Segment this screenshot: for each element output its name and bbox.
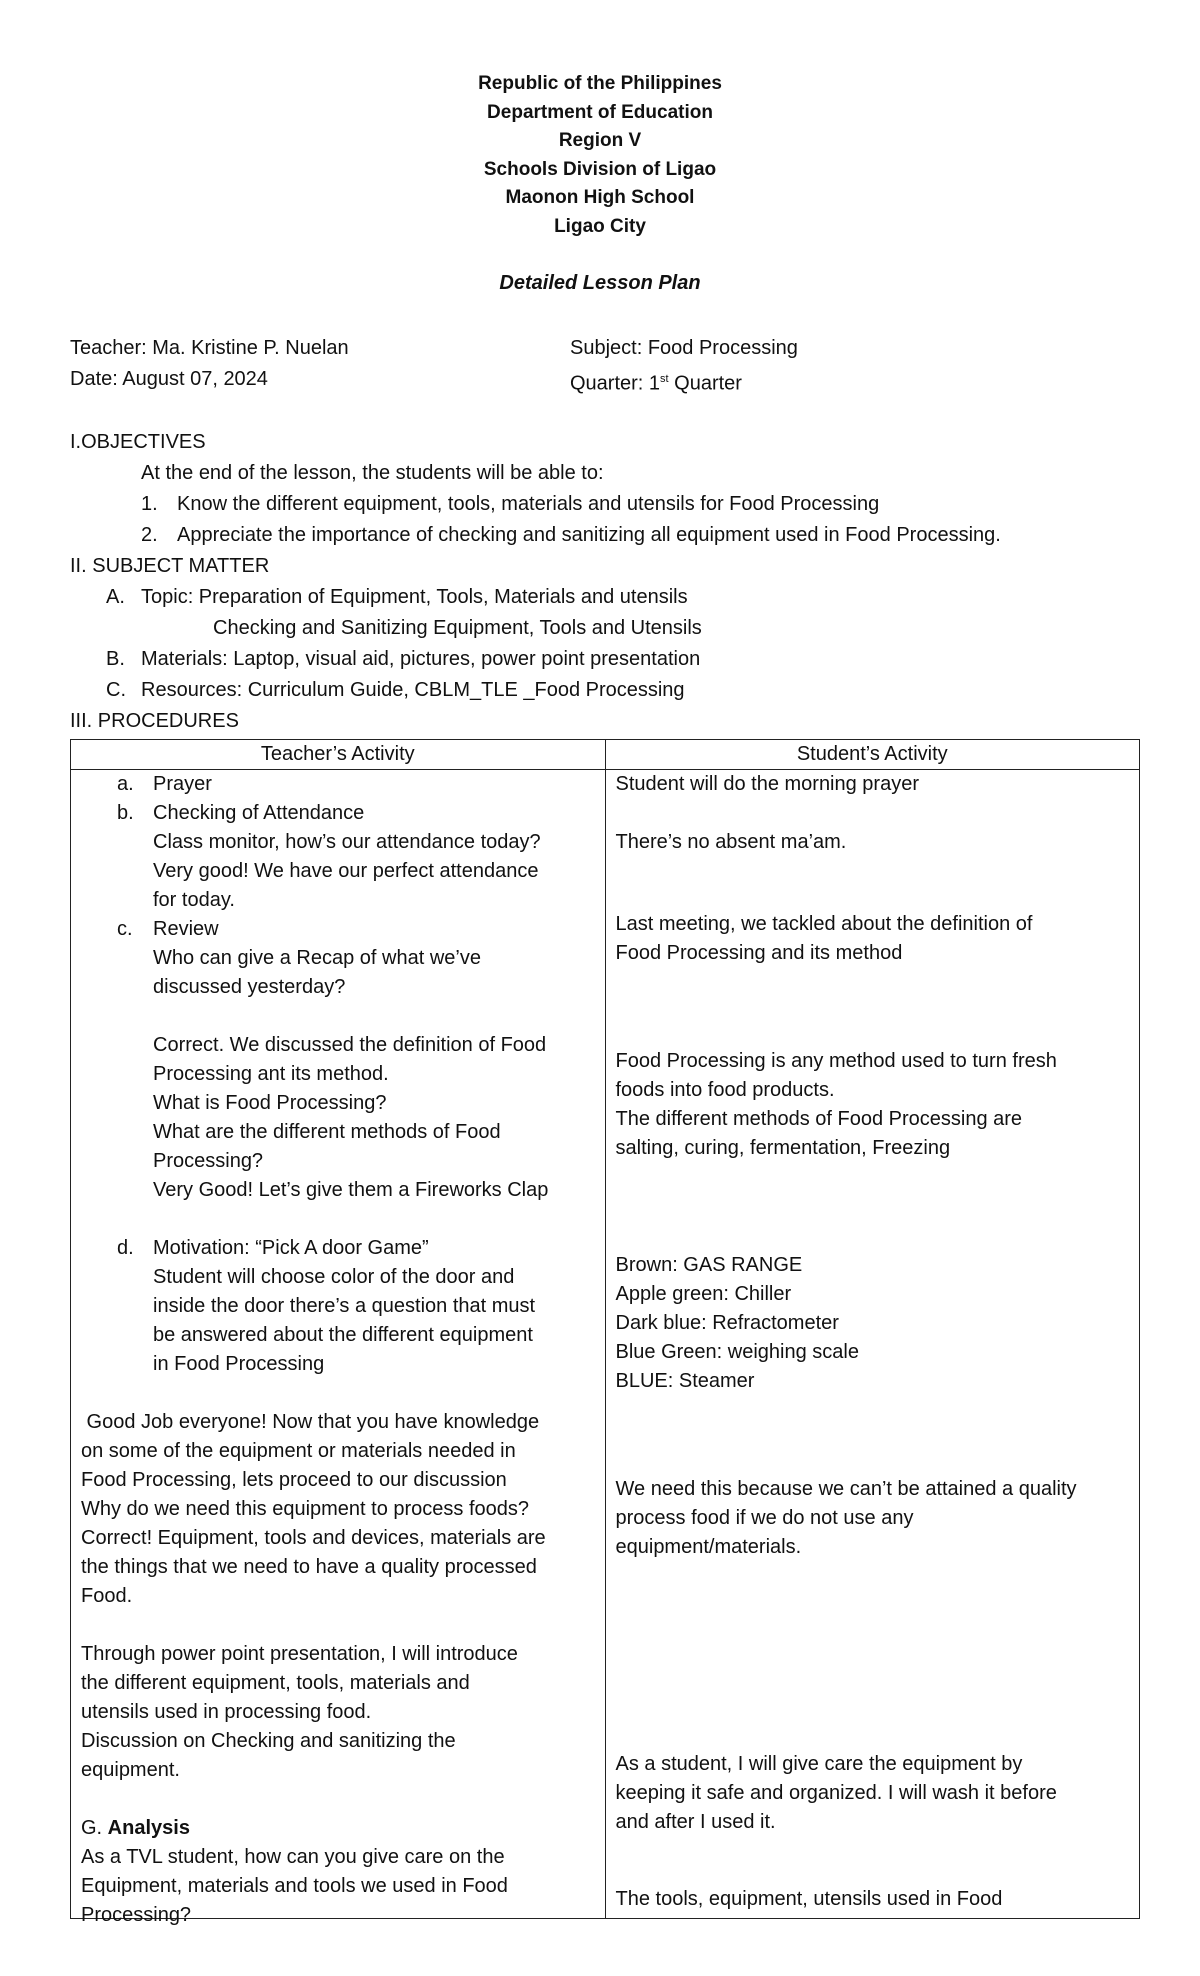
info-right xyxy=(570,333,798,400)
teacher-info: Teacher: Ma. Kristine P. Nuelan xyxy=(70,337,349,359)
student-response: Student will do the morning prayer xyxy=(615,773,919,795)
student-response: As a student, I will give care the equipment by keeping it safe and organized. I will wash it before and after I used it. xyxy=(615,1753,1057,1833)
date-info: Date: August 07, 2024 xyxy=(70,368,268,390)
lesson-body xyxy=(70,427,1140,737)
subject-info: Subject: Food Processing xyxy=(570,337,798,359)
presentation-paragraph: Through power point presentation, I will introduce the different equipment, tools, materials and utensils used in processing food. Discussion on Checking and sanitizing the equipment. xyxy=(81,1643,518,1781)
student-response: Food Processing is any method used to turn fresh foods into food products. The different methods of Food Processing are salting, curing, fermentation, Freezing xyxy=(615,1050,1057,1159)
subject-matter-item: Checking and Sanitizing Equipment, Tools and Utensils xyxy=(213,617,702,639)
student-activity-cell xyxy=(605,770,1140,1919)
document-title: Detailed Lesson Plan xyxy=(499,272,701,294)
subject-matter-item: B. Materials: Laptop, visual aid, pictures, power point presentation xyxy=(106,648,701,670)
student-response: There’s no absent ma’am. xyxy=(615,831,847,853)
analysis-step: G. Analysis As a TVL student, how can you give care on the Equipment, materials and tools we used in Food Processing? xyxy=(81,1817,508,1926)
subject-matter-heading: II. SUBJECT MATTER xyxy=(70,555,270,577)
attendance-step: Checking of Attendance Class monitor, how’s our attendance today? Very good! We have our perfect attendance for today. xyxy=(153,802,541,911)
header-line: Department of Education xyxy=(487,101,713,123)
procedures-heading: III. PROCEDURES xyxy=(70,710,239,732)
header-line: Republic of the Philippines xyxy=(478,73,722,94)
review-discussion: Correct. We discussed the definition of Food Processing ant its method. What is Food Processing? What are the different methods of Food Processing? Very Good! Let’s give them a Fireworks Clap xyxy=(153,1034,549,1201)
review-step: Review Who can give a Recap of what we’ve discussed yesterday? xyxy=(153,918,481,998)
subject-matter-item: A. Topic: Preparation of Equipment, Tools, Materials and utensils xyxy=(106,586,688,608)
info-left xyxy=(70,333,349,395)
procedures-table xyxy=(70,739,1140,1926)
quarter-info: Quarter: 1st Quarter xyxy=(570,372,742,395)
student-activity-header: Student’s Activity xyxy=(605,740,1140,770)
student-response: We need this because we can’t be attained a quality process food if we do not use any equipment/materials. xyxy=(615,1478,1077,1558)
subject-matter-item: C. Resources: Curriculum Guide, CBLM_TLE _Food Processing xyxy=(106,679,685,701)
header-line: Maonon High School xyxy=(505,187,695,208)
motivation-step: Motivation: “Pick A door Game” Student will choose color of the door and inside the door there’s a question that must be answered about the different equipment in Food Processing xyxy=(153,1237,536,1375)
objective-item: 1. Know the different equipment, tools, materials and utensils for Food Processing xyxy=(141,493,880,515)
objectives-intro: At the end of the lesson, the students will be able to: xyxy=(141,462,604,484)
prayer-step: Prayer xyxy=(153,773,212,795)
teacher-activity-cell: a. Prayer b. Checking of Attendance Class monitor, how’s our attendance today? Very good! We have our perfect attendance for today. c. Review Who can give a Recap of what we’ve discussed yesterday? Correct. We discussed the definition of Food Processing ant its method. What is Food Processing? What are the different methods of Food Processing? Very Good! Let’s give them a Fireworks Clap d. Motivation: “Pick A door Game” Student will choose color of the door and inside the door there’s a question that must be answered about the different equipment in Food Processing Good Job everyone! Now that you have knowledge on some of the equipment or materials needed in Food Processing, lets proceed to our discussion Why do we need this equipment to process foods? Correct! Equipment, tools and devices, materials are the things that we need to have a quality processed Food. Through power point presentation, I will introduce the different equipment, tools, materials and utensils used in processing food. Discussion on Checking and sanitizing the equipment. G. Analysis As a TVL student, how can you give care on the Equipment, materials and tools we used in Food Processing? xyxy=(71,770,606,1919)
teacher-activity-header: Teacher’s Activity xyxy=(71,740,606,770)
student-response: Brown: GAS RANGE Apple green: Chiller Dark blue: Refractometer Blue Green: weighing scale BLUE: Steamer xyxy=(615,1254,859,1392)
student-response: The tools, equipment, utensils used in Food xyxy=(615,1888,1003,1910)
discussion-paragraph: Good Job everyone! Now that you have knowledge on some of the equipment or materials needed in Food Processing, lets proceed to our discussion Why do we need this equipment to process foods? Correct! Equipment, tools and devices, materials are the things that we need to have a quality processed Food. xyxy=(81,1411,546,1607)
header-line: Ligao City xyxy=(554,215,646,237)
header-line: Schools Division of Ligao xyxy=(483,158,717,180)
document-header xyxy=(0,70,1200,241)
student-response: Last meeting, we tackled about the definition of Food Processing and its method xyxy=(615,913,1033,964)
objective-item: 2. Appreciate the importance of checking and sanitizing all equipment used in Food Processing. xyxy=(141,524,1001,546)
objectives-heading: I.OBJECTIVES xyxy=(70,431,206,453)
header-line: Region V xyxy=(558,130,642,151)
